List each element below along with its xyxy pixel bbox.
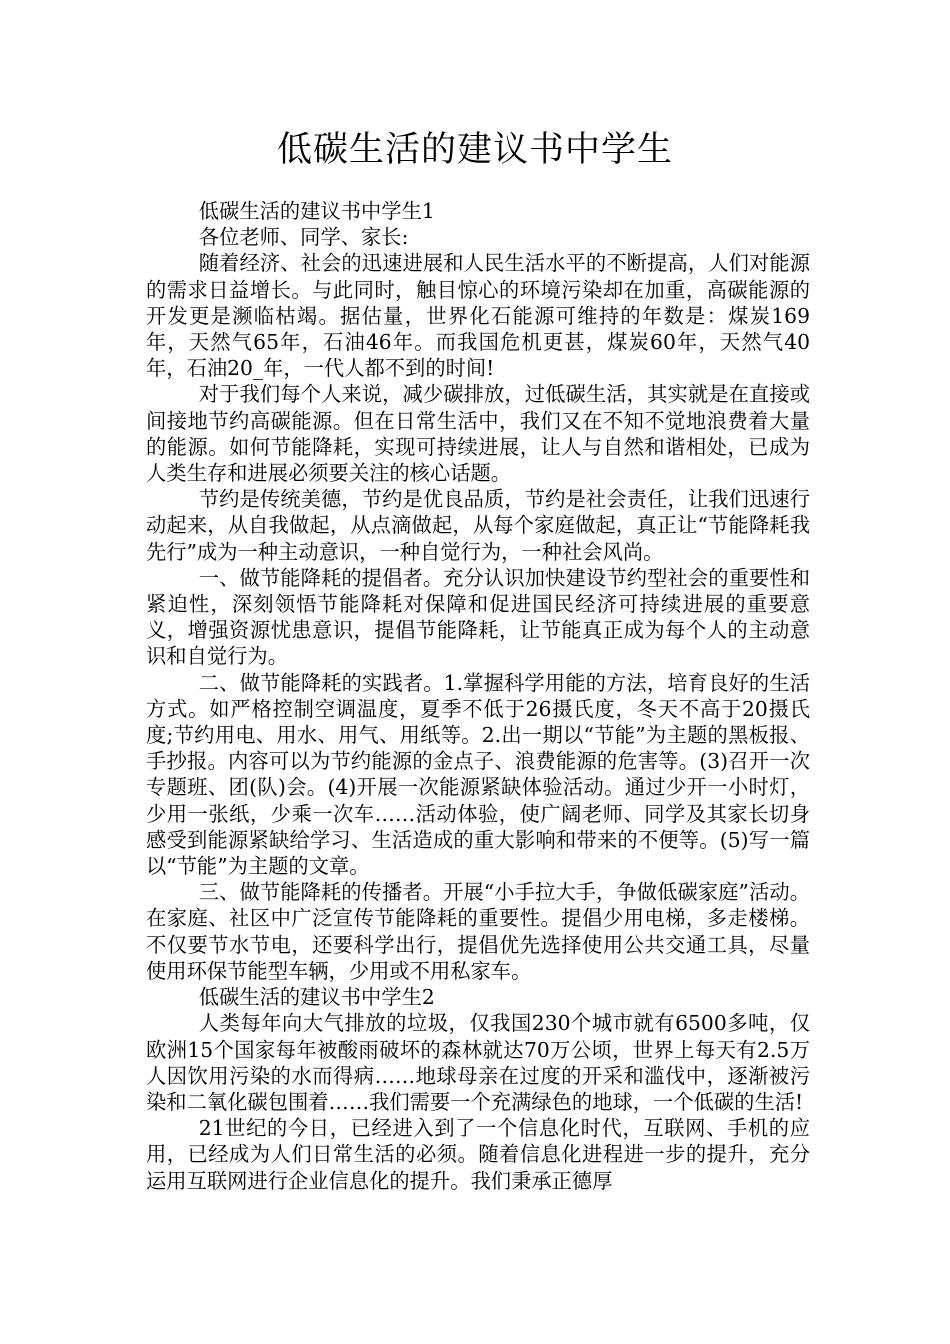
paragraph: 二、做节能降耗的实践者。1.掌握科学用能的方法，培育良好的生活方式。如严格控制空调温度，夏季不低于26摄氏度，冬天不高于20摄氏度;节约用电、用水、用气、用纸等。2.出一期以“节能”为主题的黑板报、手抄报。内容可以为节约能源的金点子、浪费能源的危害等。(3)召开一次专题班、团(队)会。(4)开展一次能源紧缺体验活动。通过少开一小时灯，少用一张纸，少乘一次车……活动体验，使广阔老师、同学及其家长切身感受到能源紧缺给学习、生活造成的重大影响和带来的不便等。(5)写一篇以“节能”为主题的文章。 <box>146 670 810 879</box>
document-body <box>146 198 810 1194</box>
paragraph: 各位老师、同学、家长: <box>198 225 409 250</box>
paragraph: 节约是传统美德，节约是优良品质，节约是社会责任，让我们迅速行动起来，从自我做起，从点滴做起，从每个家庭做起，真正让“节能降耗我先行”成为一种主动意识，一种自觉行为，一种社会风尚。 <box>146 487 810 564</box>
paragraph: 低碳生活的建议书中学生1 <box>198 199 435 223</box>
paragraph: 一、做节能降耗的提倡者。充分认识加快建设节约型社会的重要性和紧迫性，深刻领悟节能降耗对保障和促进国民经济可持续进展的重要意义，增强资源忧患意识，提倡节能降耗，让节能真正成为每个人的主动意识和自觉行为。 <box>146 565 810 669</box>
document-title: 低碳生活的建议书中学生 <box>276 130 673 170</box>
paragraph: 随着经济、社会的迅速进展和人民生活水平的不断提高，人们对能源的需求日益增长。与此同时，触目惊心的环境污染却在加重，高碳能源的开发更是濒临枯竭。据估量，世界化石能源可维持的年数是：煤炭169年，天然气65年，石油46年。而我国危机更甚，煤炭60年，天然气40年，石油20_年，一代人都不到的时间! <box>146 251 810 381</box>
paragraph: 人类每年向大气排放的垃圾，仅我国230个城市就有6500多吨，仅欧洲15个国家每年被酸雨破坏的森林就达70万公顷，世界上每天有2.5万人因饮用污染的水而得病……地球母亲在过度的开采和滥伐中，逐渐被污染和二氧化碳包围着……我们需要一个充满绿色的地球，一个低碳的生活! <box>146 1011 810 1114</box>
paragraph: 对于我们每个人来说，减少碳排放，过低碳生活，其实就是在直接或间接地节约高碳能源。但在日常生活中，我们又在不知不觉地浪费着大量的能源。如何节能降耗，实现可持续进展，让人与自然和谐相处，已成为人类生存和进展必须要关注的核心话题。 <box>146 382 810 486</box>
paragraph: 三、做节能降耗的传播者。开展“小手拉大手，争做低碳家庭”活动。在家庭、社区中广泛宣传节能降耗的重要性。提倡少用电梯，多走楼梯。不仅要节水节电，还要科学出行，提倡优先选择使用公共交通工具，尽量使用环保节能型车辆，少用或不用私家车。 <box>146 880 810 983</box>
paragraph: 21世纪的今日，已经进入到了一个信息化时代，互联网、手机的应用，已经成为人们日常生活的必须。随着信息化进程进一步的提升，充分运用互联网进行企业信息化的提升。我们秉承正德厚 <box>146 1116 810 1193</box>
paragraph: 低碳生活的建议书中学生2 <box>198 985 435 1010</box>
